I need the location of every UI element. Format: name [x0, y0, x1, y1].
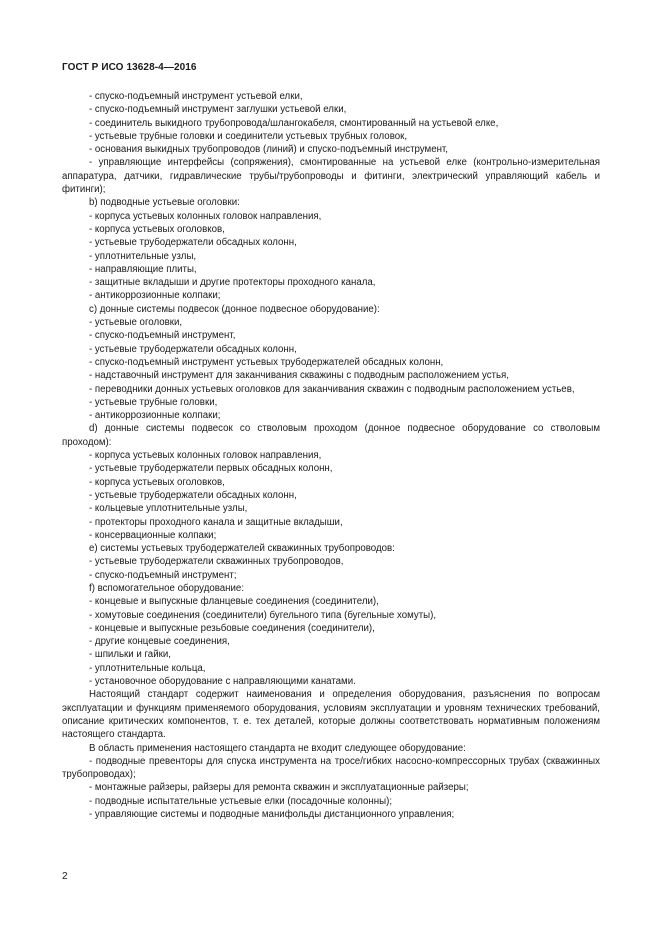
text-paragraph: - другие концевые соединения, — [89, 636, 230, 648]
text-paragraph: - антикоррозионные колпаки; — [89, 290, 221, 302]
text-paragraph: - корпуса устьевых оголовков, — [89, 223, 225, 235]
text-paragraph: - концевые и выпускные резьбовые соединения (соединители), — [89, 622, 375, 634]
text-paragraph: - спуско-подъемный инструмент устьевой елки, — [89, 91, 303, 102]
document-body — [62, 90, 600, 821]
text-paragraph: - протекторы проходного канала и защитные вкладыши, — [89, 516, 343, 528]
text-paragraph: - установочное оборудование с направляющими канатами. — [89, 676, 356, 688]
text-paragraph: f) вспомогательное оборудование: — [89, 582, 245, 594]
text-paragraph: - уплотнительные кольца, — [89, 662, 206, 674]
text-paragraph: - устьевые трубные головки и соединители устьевых трубных головок, — [89, 130, 408, 142]
text-paragraph: - шпильки и гайки, — [89, 649, 171, 661]
text-paragraph: - корпуса устьевых колонных головок направления, — [89, 450, 322, 462]
text-paragraph: - антикоррозионные колпаки; — [89, 410, 221, 422]
text-paragraph: b) подводные устьевые оголовки: — [89, 197, 240, 209]
document-header: ГОСТ Р ИСО 13628-4—2016 — [62, 62, 197, 73]
text-paragraph: - устьевые трубодержатели скважинных трубопроводов, — [89, 556, 344, 568]
text-paragraph: - устьевые трубодержатели обсадных колонн, — [89, 343, 297, 355]
text-paragraph: - монтажные райзеры, райзеры для ремонта скважин и эксплуатационные райзеры; — [89, 782, 469, 794]
text-paragraph: - концевые и выпускные фланцевые соединения (соединители), — [89, 596, 379, 608]
text-paragraph: - управляющие интерфейсы (сопряжения), смонтированные на устьевой елке (контрольно-измерительная аппаратура, датчики, гидравлические трубы/трубопроводы и фитинги, электрический управляющий кабель и фитинги); — [62, 157, 600, 196]
text-paragraph: - устьевые трубодержатели обсадных колонн, — [89, 489, 297, 501]
text-paragraph: Настоящий стандарт содержит наименования и определения оборудования, разъяснения по вопросам эксплуатации и функциям применяемого оборудования, условиям эксплуатации и уровням технических требований, описание критических компонентов, т. е. тех деталей, которые должны соответствовать нормативным положениям настоящего стандарта. — [62, 689, 600, 741]
text-paragraph: - переводники донных устьевых оголовков для заканчивания скважин с подводным расположением устьев, — [89, 383, 575, 395]
text-paragraph: - устьевые трубодержатели первых обсадных колонн, — [89, 463, 333, 475]
text-paragraph: - уплотнительные узлы, — [89, 250, 197, 262]
text-paragraph: - спуско-подъемный инструмент устьевых трубодержателей обсадных колонн, — [89, 356, 444, 368]
text-paragraph: - устьевые трубодержатели обсадных колонн, — [89, 237, 297, 249]
text-paragraph: - кольцевые уплотнительные узлы, — [89, 503, 248, 515]
text-paragraph: е) системы устьевых трубодержателей скважинных трубопроводов: — [89, 543, 395, 555]
text-paragraph: - управляющие системы и подводные манифольды дистанционного управления; — [89, 809, 455, 821]
text-paragraph: - спуско-подъемный инструмент заглушки устьевой елки, — [89, 104, 347, 116]
text-paragraph: - спуско-подъемный инструмент, — [89, 330, 236, 342]
text-paragraph: - корпуса устьевых оголовков, — [89, 476, 225, 488]
text-paragraph: с) донные системы подвесок (донное подвесное оборудование): — [89, 303, 380, 315]
text-paragraph: - направляющие плиты, — [89, 263, 197, 275]
text-paragraph: - устьевые оголовки, — [89, 317, 183, 329]
text-paragraph: - спуско-подъемный инструмент; — [89, 569, 237, 581]
text-paragraph: - защитные вкладыши и другие протекторы проходного канала, — [89, 277, 376, 289]
text-paragraph: - соединитель выкидного трубопровода/шлангокабеля, смонтированный на устьевой елке, — [89, 117, 499, 129]
text-paragraph: - хомутовые соединения (соединители) бугельного типа (бугельные хомуты), — [89, 609, 437, 621]
text-paragraph: - подводные испытательные устьевые елки (посадочные колонны); — [89, 795, 393, 807]
text-paragraph: - консервационные колпаки; — [89, 529, 217, 541]
text-paragraph: d) донные системы подвесок со стволовым проходом (донное подвесное оборудование со стволовым проходом): — [62, 423, 600, 448]
text-paragraph: В область применения настоящего стандарта не входит следующее оборудование: — [89, 742, 466, 754]
text-paragraph: - корпуса устьевых колонных головок направления, — [89, 210, 322, 222]
page-number: 2 — [62, 871, 68, 882]
text-paragraph: - устьевые трубные головки, — [89, 396, 218, 408]
text-paragraph: - подводные превенторы для спуска инструмента на тросе/гибких насосно-компрессорных трубах (скважинных трубопроводах); — [62, 755, 600, 781]
text-paragraph: - надставочный инструмент для заканчивания скважины с подводным расположением устья, — [89, 370, 509, 382]
text-paragraph: - основания выкидных трубопроводов (линий) и спуско-подъемный инструмент, — [89, 144, 448, 156]
